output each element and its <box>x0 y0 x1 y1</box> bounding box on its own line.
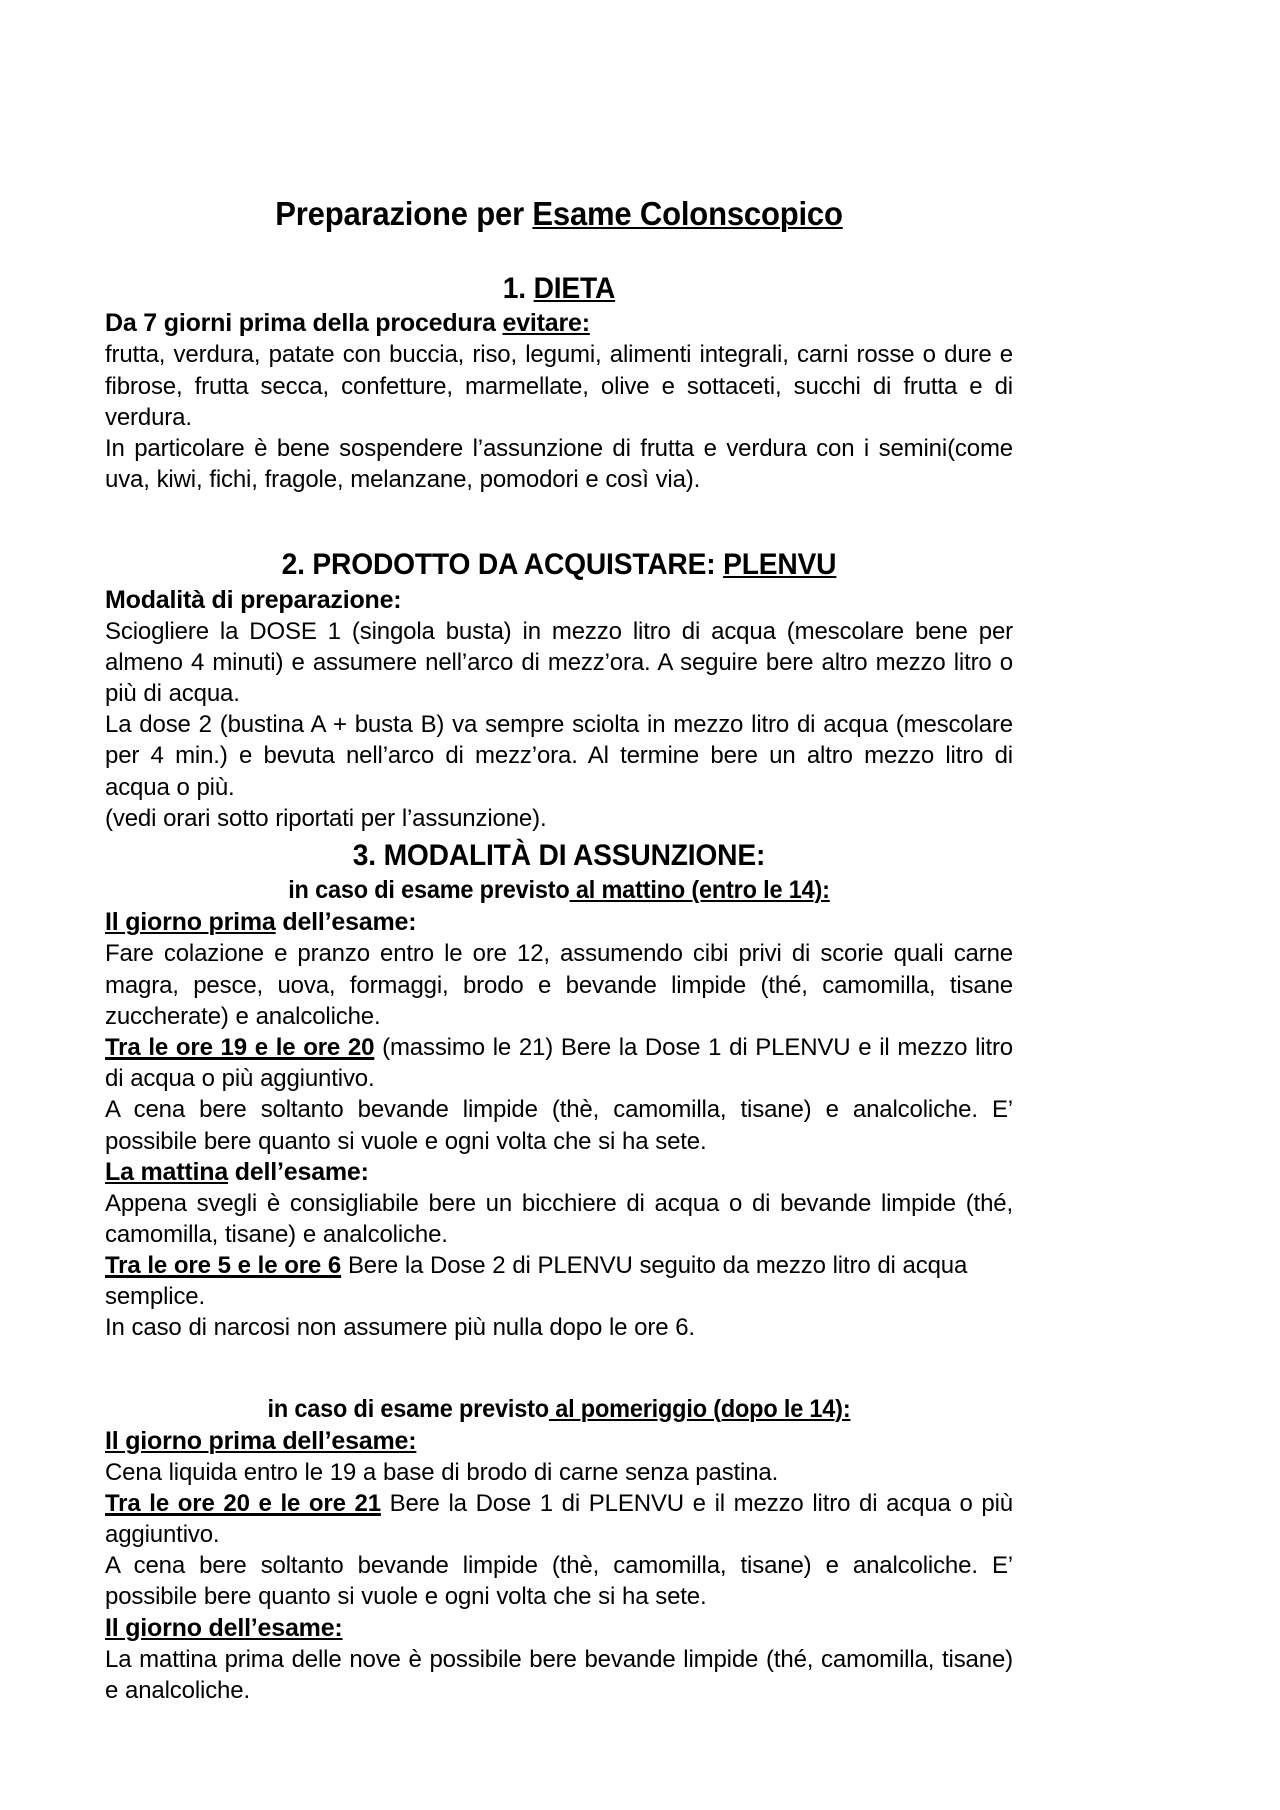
dieta-lead <box>105 308 1013 338</box>
mattino-paragraph-2: A cena bere soltanto bevande limpide (thè, camomilla, tisane) e analcoliche. E’ possibile bere quanto si vuole e ogni volta che si ha sete. <box>105 1096 1013 1155</box>
mattino-la-mattina-underlined: La mattina <box>105 1157 229 1186</box>
mattino-giorno-prima-plain: dell’esame: <box>275 908 417 937</box>
document-content <box>105 196 1013 1706</box>
subsection-pomeriggio-plain: in caso di esame previsto <box>267 1394 549 1423</box>
pomeriggio-paragraph-2: A cena bere soltanto bevande limpide (thè, camomilla, tisane) e analcoliche. E’ possibile bere quanto si vuole e ogni volta che si ha sete. <box>105 1552 1013 1611</box>
prodotto-paragraph-2: La dose 2 (bustina A + busta B) va sempre sciolta in mezzo litro di acqua (mescolare per 4 min.) e bevuta nell’arco di mezz’ora. Al termine bere un altro mezzo litro di acqua o più. <box>105 711 1013 801</box>
mattino-la-mattina-lead <box>105 1157 1013 1187</box>
mattino-orario-2-text: Bere la Dose 2 di PLENVU seguito da mezzo litro di acqua semplice. <box>105 1252 968 1311</box>
pomeriggio-giorno-esame-lead <box>105 1613 1013 1643</box>
dieta-paragraph-2: In particolare è bene sospendere l’assunzione di frutta e verdura con i semini(come uva, kiwi, fichi, fragole, melanzane, pomodori e così via). <box>105 434 1013 494</box>
subsection-heading-mattino <box>132 875 986 905</box>
dieta-paragraph-1: frutta, verdura, patate con buccia, riso, legumi, alimenti integrali, carni rosse o dure e fibrose, frutta secca, confetture, marmellate, olive e sottaceti, succhi di frutta e di verdura. <box>105 341 1013 431</box>
mattino-giorno-prima-underlined: Il giorno prima <box>105 908 276 937</box>
mattino-orario-2-label: Tra le ore 5 e le ore 6 <box>105 1252 342 1280</box>
mattino-paragraph-4: In caso di narcosi non assumere più nulla dopo le ore 6. <box>105 1314 695 1342</box>
dieta-lead-plain: Da 7 giorni prima della procedura <box>105 309 503 338</box>
mattino-la-mattina-plain: dell’esame: <box>228 1157 369 1186</box>
subsection-mattino-plain: in caso di esame previsto <box>288 876 570 905</box>
mattino-giorno-prima-lead <box>105 907 1013 937</box>
section-heading-modalita: 3. MODALITÀ DI ASSUNZIONE: <box>352 838 766 872</box>
mattino-orario-1 <box>105 1032 1013 1094</box>
page-title-prefix: Preparazione per <box>275 195 533 232</box>
section-number-dieta: 1. <box>502 271 534 305</box>
pomeriggio-orario-1-text: Bere la Dose 1 di PLENVU e il mezzo litro di acqua o più aggiuntivo. <box>105 1489 1013 1548</box>
page-title <box>132 196 986 233</box>
prodotto-paragraph-1: Sciogliere la DOSE 1 (singola busta) in mezzo litro di acqua (mescolare bene per almeno 4 minuti) e assumere nell’arco di mezz’ora. A seguire bere altro mezzo litro o più di acqua. <box>105 617 1013 708</box>
prodotto-paragraph-3: (vedi orari sotto riportati per l’assunzione). <box>105 804 547 832</box>
section-heading-dieta <box>132 271 986 306</box>
section-product-name: PLENVU <box>723 548 837 582</box>
page-title-underlined: Esame Colonscopico <box>532 195 843 232</box>
mattino-orario-1-text: (massimo le 21) Bere la Dose 1 di PLENVU e il mezzo litro di acqua o più aggiuntivo. <box>105 1033 1014 1093</box>
mattino-orario-2 <box>105 1250 1013 1312</box>
pomeriggio-orario-1-label: Tra le ore 20 e le ore 21 <box>105 1489 381 1517</box>
mattino-paragraph-1: Fare colazione e pranzo entro le ore 12, assumendo cibi privi di scorie quali carne magra, pesce, uova, formaggi, brodo e bevande limpide (thé, camomilla, tisane zuccherate) e analcoliche. <box>105 940 1013 1030</box>
pomeriggio-giorno-prima-underlined: Il giorno prima dell’esame: <box>105 1426 417 1455</box>
pomeriggio-giorno-prima-lead <box>105 1426 1013 1456</box>
section-heading-prodotto <box>132 547 986 582</box>
subsection-pomeriggio-underlined: al pomeriggio (dopo le 14): <box>548 1394 851 1423</box>
mattino-orario-1-label: Tra le ore 19 e le ore 20 <box>105 1033 375 1061</box>
section-label-prodotto: 2. PRODOTTO DA ACQUISTARE: <box>281 548 724 582</box>
pomeriggio-orario-1 <box>105 1488 1013 1550</box>
mattino-paragraph-3: Appena svegli è consigliabile bere un bicchiere di acqua o di bevande limpide (thé, camomilla, tisane) e analcoliche. <box>105 1189 1013 1248</box>
pomeriggio-paragraph-3: La mattina prima delle nove è possibile bere bevande limpide (thé, camomilla, tisane) e analcoliche. <box>105 1645 1013 1704</box>
subsection-mattino-underlined: al mattino (entro le 14): <box>569 876 830 905</box>
pomeriggio-giorno-esame-underlined: Il giorno dell’esame: <box>105 1613 343 1642</box>
pomeriggio-paragraph-1: Cena liquida entro le 19 a base di brodo di carne senza pastina. <box>105 1458 779 1486</box>
prodotto-lead: Modalità di preparazione: <box>105 585 402 614</box>
section-label-dieta: DIETA <box>533 271 616 305</box>
subsection-heading-pomeriggio <box>132 1394 986 1424</box>
dieta-lead-underlined: evitare: <box>502 309 590 338</box>
